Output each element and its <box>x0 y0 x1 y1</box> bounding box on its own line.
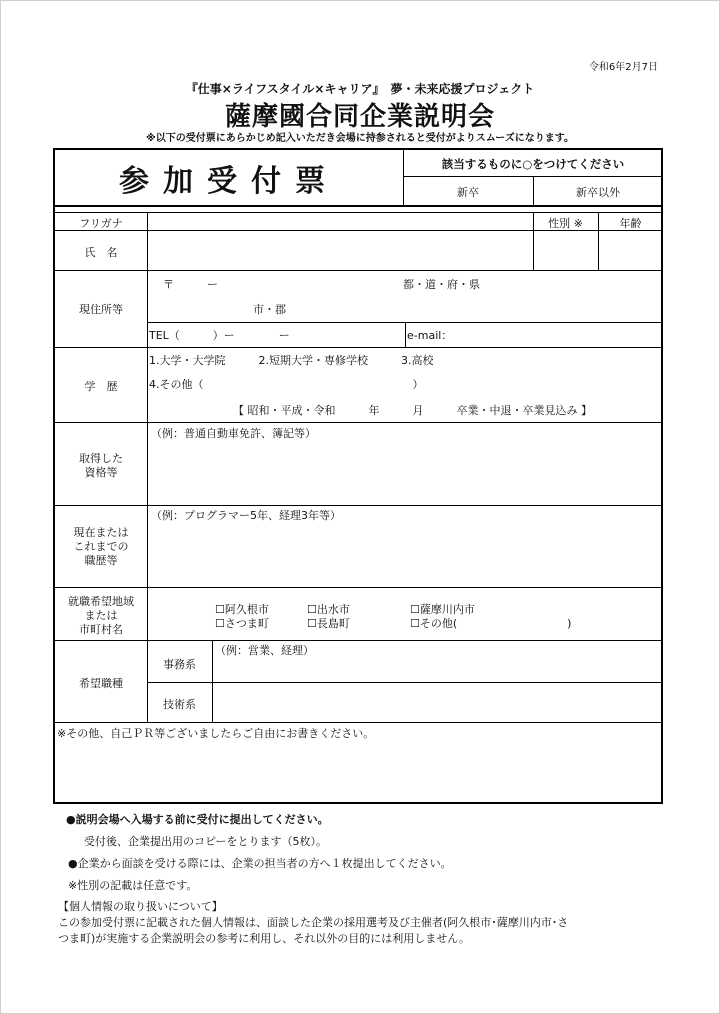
office-work-label: 事務系 <box>163 658 196 671</box>
page-title: 薩摩國合同企業説明会 <box>224 102 495 132</box>
note-copies: 受付後、企業提出用のコピーをとります（5枚）。 <box>84 835 328 848</box>
address-label: 現住所等 <box>79 303 123 316</box>
region-satsuma-checkbox[interactable]: ☐さつま町 <box>215 617 269 630</box>
registration-form <box>53 148 663 804</box>
email-field[interactable]: e-mail： <box>407 329 453 342</box>
technical-work-label: 技術系 <box>163 698 196 711</box>
option-new-graduate[interactable]: 新卒 <box>457 186 479 199</box>
career-label-line2: これまでの <box>73 540 129 553</box>
age-label: 年齢 <box>619 217 642 230</box>
rule <box>55 205 663 207</box>
prefecture-field[interactable]: 都・道・府・県 <box>403 278 480 291</box>
education-era[interactable]: 【 昭和・平成・令和 年 月 卒業・中退・卒業見込み 】 <box>233 404 592 417</box>
region-satsumasendai-checkbox[interactable]: ☐薩摩川内市 <box>410 603 475 616</box>
circle-prompt: 該当するものに○をつけてください <box>441 157 625 171</box>
option-experienced[interactable]: 新卒以外 <box>576 186 620 199</box>
self-pr-field[interactable] <box>57 741 661 801</box>
self-pr-label: ※その他、自己ＰＲ等ございましたらご自由にお書きください。 <box>57 727 375 740</box>
gender-label: 性別 ※ <box>548 217 583 230</box>
region-label-line1: 就職希望地域 <box>68 595 134 608</box>
technical-work-field[interactable] <box>213 683 662 721</box>
postal-code[interactable]: 〒 ー <box>163 278 218 291</box>
office-work-field[interactable] <box>213 658 662 681</box>
region-akune-checkbox[interactable]: ☐阿久根市 <box>215 603 269 616</box>
qualifications-label-line2: 資格等 <box>84 466 118 479</box>
region-izumi-checkbox[interactable]: ☐出水市 <box>307 603 350 616</box>
career-label-line1: 現在または <box>73 526 129 539</box>
region-label-line2: または <box>84 609 118 622</box>
education-options[interactable]: 1.大学・大学院 2.短期大学・専修学校 3.高校 <box>149 354 434 367</box>
region-nagashima-checkbox[interactable]: ☐長島町 <box>307 617 350 630</box>
name-label: 氏 名 <box>84 246 118 259</box>
qualifications-example: （例：普通自動車免許、簿記等） <box>151 427 316 440</box>
qualifications-label-line1: 取得した <box>79 452 123 465</box>
furigana-field[interactable] <box>148 213 533 230</box>
note-interview: ●企業から面談を受ける際には、企業の担当者の方へ１枚提出してください。 <box>68 857 452 870</box>
education-label: 学 歴 <box>84 380 118 393</box>
age-field[interactable] <box>599 231 663 270</box>
ticket-title: 参加受付票 <box>119 164 339 199</box>
region-label-line3: 市町村名 <box>79 623 123 636</box>
gender-field[interactable] <box>534 231 598 270</box>
job-type-label: 希望職種 <box>79 677 123 690</box>
issue-date: 令和6年2月7日 <box>588 62 658 73</box>
furigana-label: フリガナ <box>79 217 123 230</box>
career-field[interactable] <box>148 523 662 586</box>
office-work-example: （例：営業、経理） <box>215 644 314 657</box>
career-example: （例：プログラマー5年、経理3年等） <box>151 509 341 522</box>
rule <box>55 722 663 723</box>
privacy-title: 【個人情報の取り扱いについて】 <box>58 900 223 913</box>
qualifications-field[interactable] <box>148 441 662 504</box>
career-label-line3: 職歴等 <box>84 554 118 567</box>
education-other[interactable]: 4.その他（ ） <box>149 378 424 391</box>
region-other-checkbox[interactable]: ☐その他( ) <box>410 617 572 630</box>
note-submit: ●説明会場へ入場する前に受付に提出してください。 <box>66 813 329 826</box>
tel-field[interactable]: TEL（ ）ー ー <box>149 329 290 342</box>
project-name: 『仕事×ライフスタイル×キャリア』 夢・未来応援プロジェクト <box>185 82 535 96</box>
notice-text: ※以下の受付票にあらかじめ記入いただき会場に持参されると受付がよりスムーズになります。 <box>146 133 574 144</box>
note-gender: ※性別の記載は任意です。 <box>68 879 198 892</box>
privacy-text-line2: つま町)が実施する企業説明会の参考に利用し、それ以外の目的には利用しません。 <box>58 932 470 945</box>
city-field[interactable]: 市・郡 <box>253 303 286 316</box>
privacy-text-line1: この参加受付票に記載された個人情報は、面談した企業の採用選考及び主催者(阿久根市･薩摩川内市･さ <box>58 916 569 929</box>
rule <box>405 322 406 347</box>
name-field[interactable] <box>148 231 533 270</box>
